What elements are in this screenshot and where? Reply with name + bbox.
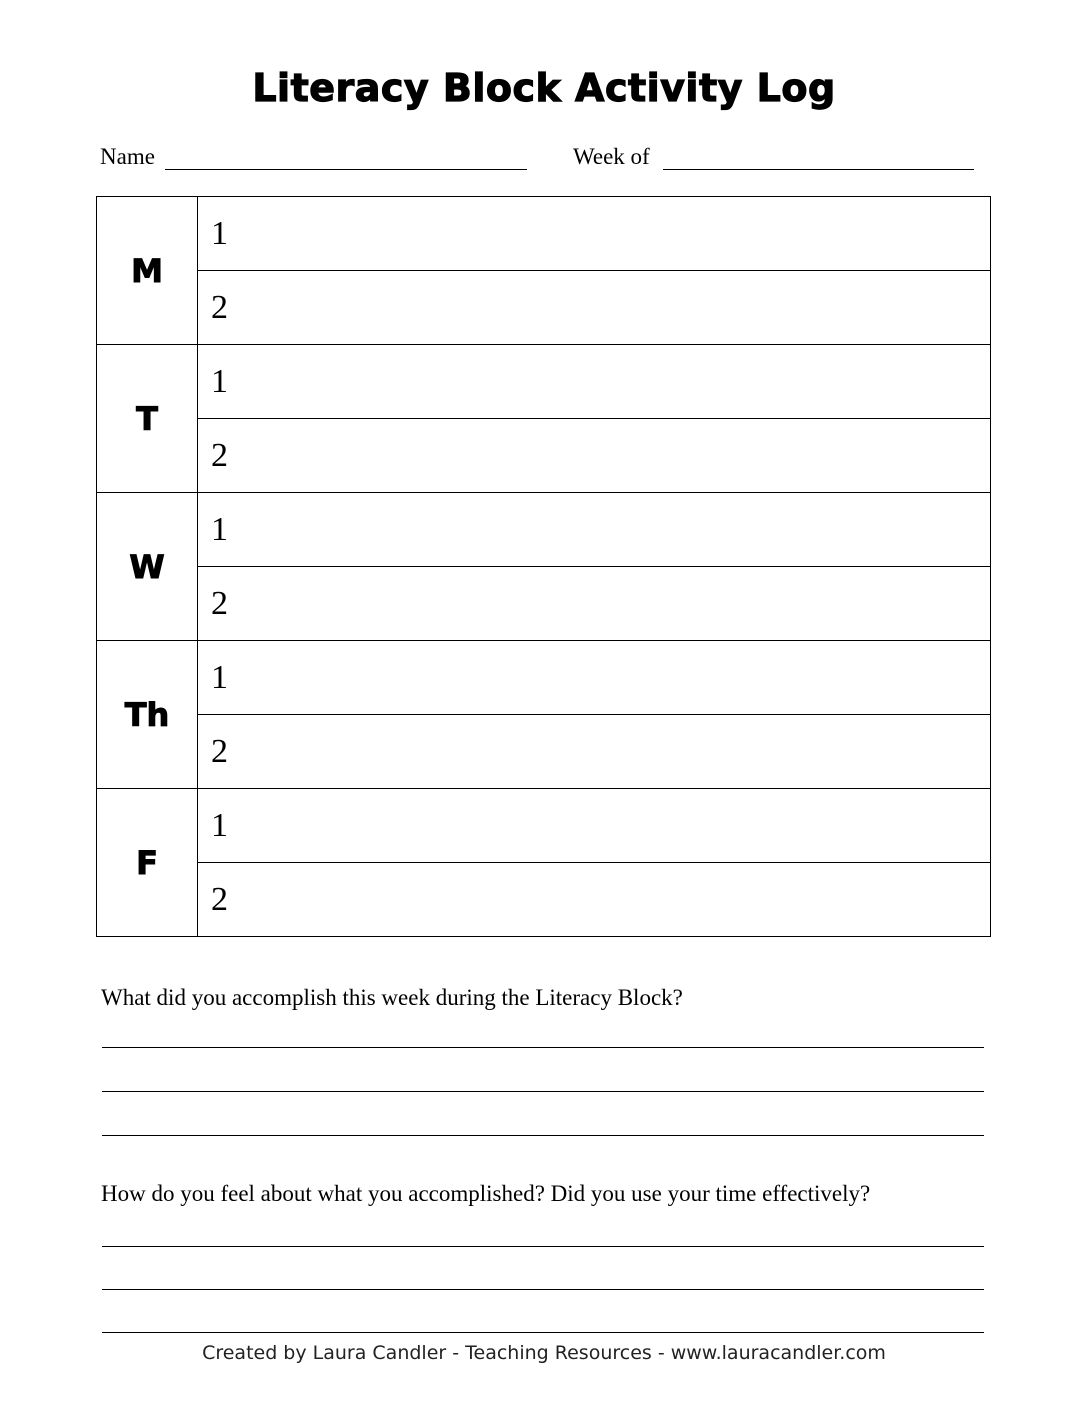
- answer-line[interactable]: [102, 1091, 984, 1092]
- table-row: [97, 863, 991, 937]
- activity-slot[interactable]: 2: [198, 863, 991, 937]
- name-label: Name: [100, 144, 155, 169]
- activity-slot[interactable]: 2: [198, 271, 991, 345]
- table-row: [97, 197, 991, 271]
- question-feel: How do you feel about what you accomplished? Did you use your time effectively?: [101, 1181, 871, 1206]
- day-cell-wednesday: W: [97, 493, 198, 641]
- answer-line[interactable]: [102, 1289, 984, 1290]
- table-row: [97, 789, 991, 863]
- activity-slot[interactable]: 2: [198, 567, 991, 641]
- answer-line[interactable]: [102, 1246, 984, 1247]
- activity-slot[interactable]: 2: [198, 715, 991, 789]
- answer-line[interactable]: [102, 1047, 984, 1048]
- page-title: Literacy Block Activity Log: [252, 66, 836, 110]
- table-row: [97, 567, 991, 641]
- answer-line[interactable]: [102, 1332, 984, 1333]
- table-row: [97, 345, 991, 419]
- day-cell-thursday: Th: [97, 641, 198, 789]
- day-cell-tuesday: T: [97, 345, 198, 493]
- day-cell-friday: F: [97, 789, 198, 937]
- answer-line[interactable]: [102, 1135, 984, 1136]
- table-row: [97, 419, 991, 493]
- table-row: [97, 715, 991, 789]
- table-row: [97, 493, 991, 567]
- day-cell-monday: M: [97, 197, 198, 345]
- activity-log-table: [96, 196, 991, 937]
- footer-credit: Created by Laura Candler - Teaching Resources - www.lauracandler.com: [202, 1342, 886, 1364]
- activity-slot[interactable]: 1: [198, 197, 991, 271]
- table-row: [97, 641, 991, 715]
- activity-slot[interactable]: 2: [198, 419, 991, 493]
- question-accomplish: What did you accomplish this week during the Literacy Block?: [101, 985, 683, 1010]
- name-blank[interactable]: [165, 169, 527, 170]
- activity-slot[interactable]: 1: [198, 345, 991, 419]
- activity-slot[interactable]: 1: [198, 493, 991, 567]
- table-row: [97, 271, 991, 345]
- activity-slot[interactable]: 1: [198, 789, 991, 863]
- week-of-blank[interactable]: [663, 169, 974, 170]
- activity-slot[interactable]: 1: [198, 641, 991, 715]
- week-of-label: Week of: [573, 144, 650, 169]
